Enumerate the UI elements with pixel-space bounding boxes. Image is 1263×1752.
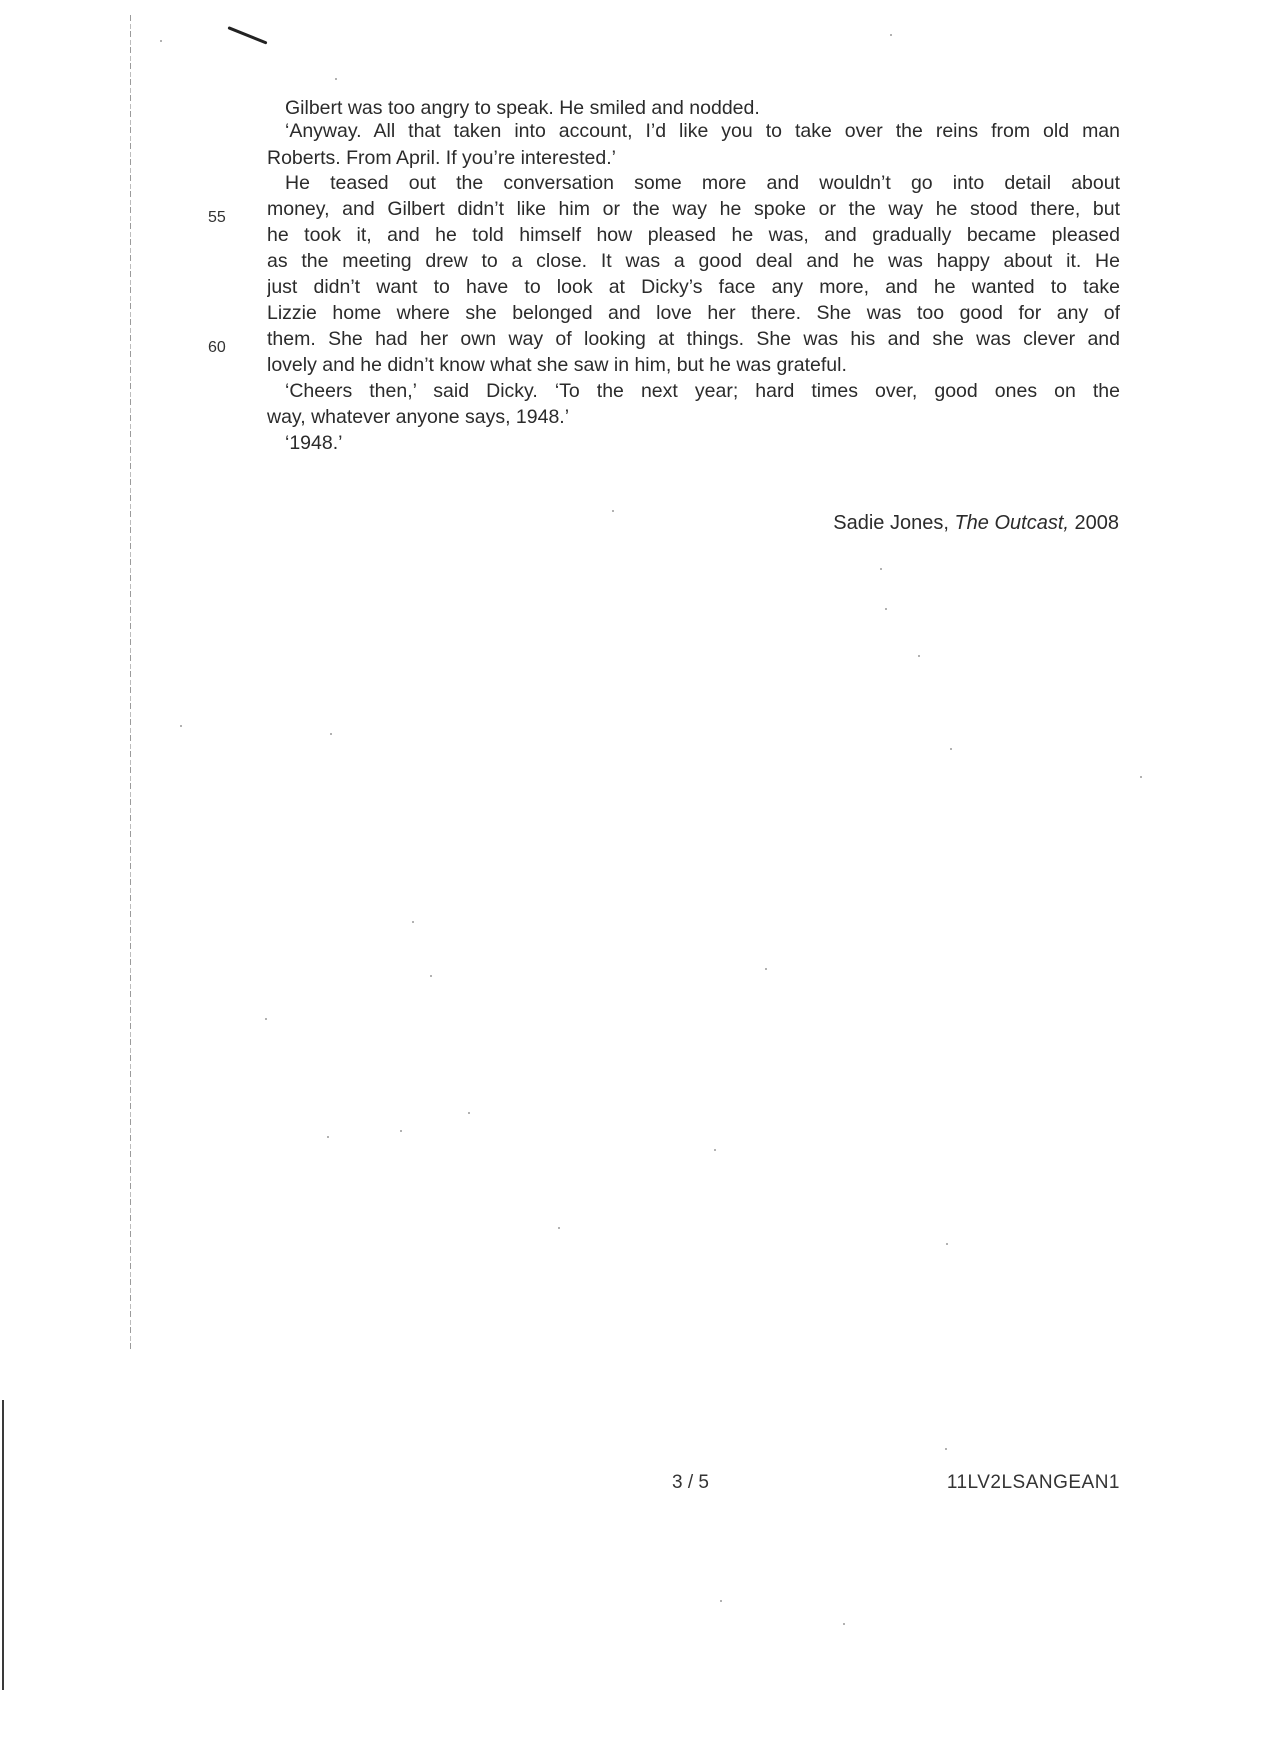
- passage-line: Lizzie home where she belonged and love her there. She was too good for any of: [267, 302, 1120, 324]
- page-number: 3 / 5: [672, 1472, 709, 1493]
- passage-line: them. She had her own way of looking at things. She was his and she was clever and: [267, 328, 1120, 350]
- passage-line: money, and Gilbert didn’t like him or the way he spoke or the way he stood there, but: [267, 198, 1120, 220]
- passage-line: ‘1948.’: [285, 432, 343, 454]
- citation-year: 2008: [1068, 512, 1119, 534]
- scan-speck: [918, 655, 920, 657]
- scan-speck: [468, 1112, 470, 1114]
- citation-author: Sadie Jones,: [833, 512, 955, 534]
- passage-line: Gilbert was too angry to speak. He smiled and nodded.: [285, 97, 760, 119]
- scan-speck: [327, 1136, 329, 1138]
- scan-speck: [412, 921, 414, 923]
- citation-title: The Outcast,: [954, 512, 1069, 534]
- scan-speck: [1140, 776, 1142, 778]
- passage-line: ‘Anyway. All that taken into account, I’d like you to take over the reins from old man: [285, 120, 1120, 142]
- passage-line: lovely and he didn’t know what she saw in him, but he was grateful.: [267, 354, 847, 376]
- scan-speck: [558, 1227, 560, 1229]
- scan-speck: [714, 1149, 716, 1151]
- scan-speck: [160, 40, 162, 42]
- document-code: 11LV2LSANGEAN1: [946, 1472, 1120, 1493]
- scan-speck: [330, 733, 332, 735]
- scan-speck: [612, 510, 614, 512]
- scan-speck: [880, 568, 882, 570]
- passage-line: Roberts. From April. If you’re interested.’: [267, 147, 616, 169]
- scan-speck: [843, 1623, 845, 1625]
- scan-speck: [400, 1130, 402, 1132]
- scan-speck: [265, 1018, 267, 1020]
- scan-speck: [890, 34, 892, 36]
- pen-stroke-mark: [227, 26, 267, 45]
- scan-speck: [180, 725, 182, 727]
- passage-line: He teased out the conversation some more and wouldn’t go into detail about: [285, 172, 1120, 194]
- scan-speck: [885, 608, 887, 610]
- scan-speck: [720, 1600, 722, 1602]
- scan-speck: [765, 968, 767, 970]
- scan-speck: [335, 78, 337, 80]
- scan-speck: [945, 1448, 947, 1450]
- line-number: 55: [208, 209, 226, 226]
- passage-line: he took it, and he told himself how pleased he was, and gradually became pleased: [267, 224, 1120, 246]
- scan-speck: [946, 1243, 948, 1245]
- passage-line: as the meeting drew to a close. It was a good deal and he was happy about it. He: [267, 250, 1120, 272]
- line-number: 60: [208, 339, 226, 356]
- binding-edge-line: [130, 15, 131, 1350]
- passage-line: way, whatever anyone says, 1948.’: [267, 406, 570, 428]
- passage-line: ‘Cheers then,’ said Dicky. ‘To the next year; hard times over, good ones on the: [285, 380, 1120, 402]
- passage-line: just didn’t want to have to look at Dicky’s face any more, and he wanted to take: [267, 276, 1120, 298]
- scan-speck: [430, 975, 432, 977]
- scan-edge-mark: [2, 1400, 4, 1690]
- source-citation: [833, 512, 1119, 535]
- scan-speck: [950, 748, 952, 750]
